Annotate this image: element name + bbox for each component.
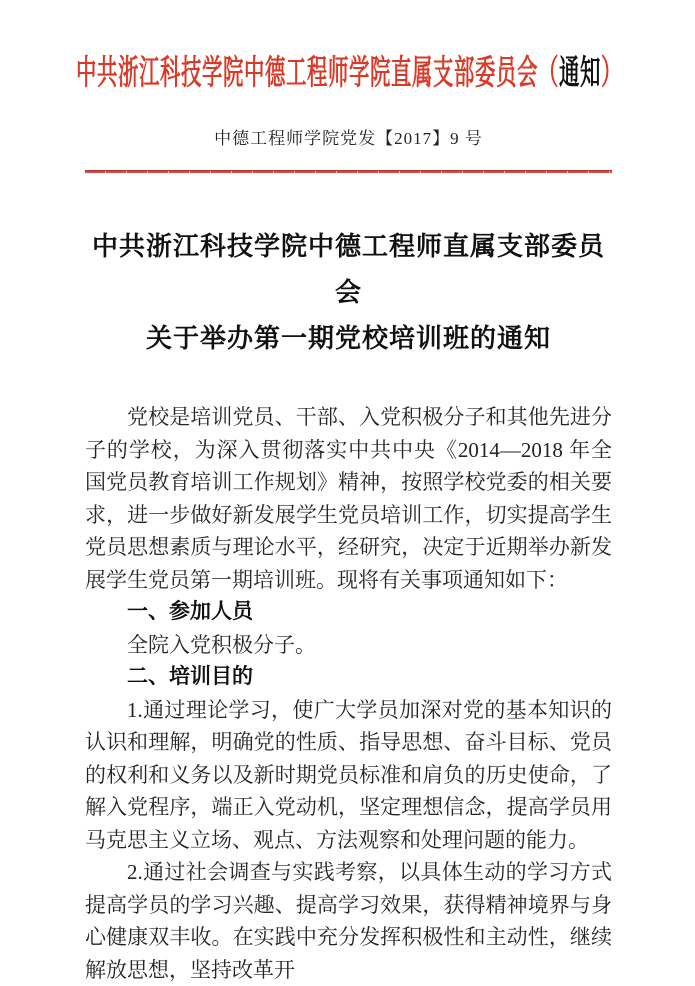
letterhead-paren-open: （ [537,54,559,92]
letterhead-org-name: 中共浙江科技学院中德工程师学院直属支部委员会 [75,54,538,92]
notice-title-line1: 中共浙江科技学院中德工程师直属支部委员会 [91,231,605,307]
section2-item2: 2.通过社会调查与实践考察，以具体生动的学习方式提高学员的学习兴趣、提高学习效果，获得精神境界与身心健康双丰收。在实践中充分发挥积极性和主动性，继续解放思想，坚持改革开 [85,860,612,982]
notice-title-line2: 关于举办第一期党校培训班的通知 [145,323,551,353]
intro-paragraph: 党校是培训党员、干部、入党积极分子和其他先进分子的学校，为深入贯彻落实中共中央《2014—2018 年全国党员教育培训工作规划》精神，按照学校党委的相关要求，进一步做好新发展学生党员培训工作，切实提高学生党员思想素质与理论水平，经研究，决定于近期举办新发展学生党员第一期培训班。现将有关事项通知如下： [85,405,612,592]
section1-text: 全院入党积极分子。 [127,632,316,657]
letterhead-paren-close: ） [600,54,622,92]
notice-body [85,401,612,986]
letterhead-notice-word: 通知 [558,54,601,92]
section1-heading: 一、参加人员 [127,600,253,623]
document-number: 中德工程师学院党发【2017】9 号 [214,129,483,148]
letterhead [75,46,622,173]
section2-heading: 二、培训目的 [127,665,253,688]
letterhead-title-line [75,46,622,92]
red-divider-line [85,170,612,173]
letterhead-title-scaled [76,45,622,94]
section2-item1: 1.通过理论学习，使广大学员加深对党的基本知识的认识和理解，明确党的性质、指导思想、奋斗目标、党员的权利和义务以及新时期党员标准和肩负的历史使命，了解入党程序，端正入党动机，坚定理想信念，提高学员用马克思主义立场、观点、方法观察和处理问题的能力。 [85,697,612,852]
notice-title [85,223,612,361]
